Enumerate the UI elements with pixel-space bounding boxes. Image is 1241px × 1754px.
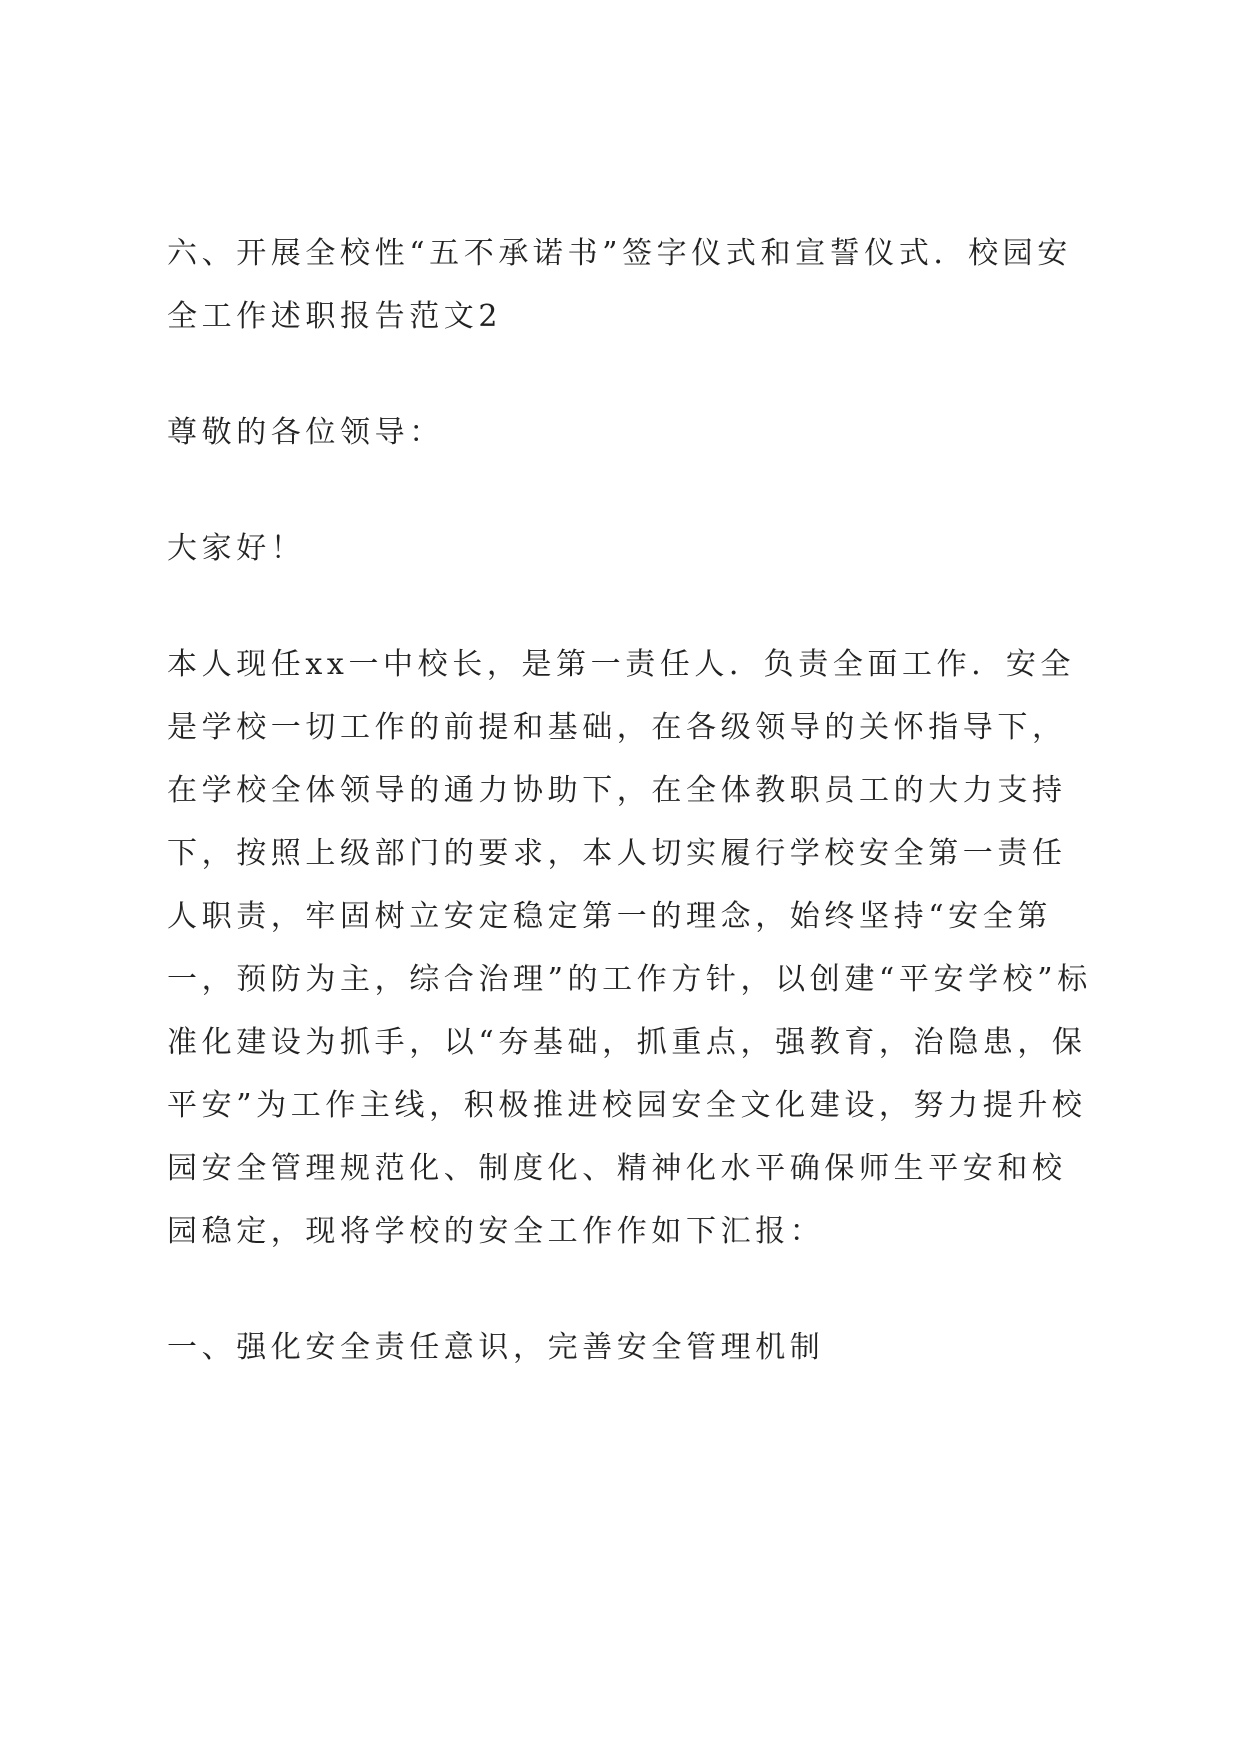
section-one-heading: 一、强化安全责任意识，完善安全管理机制 [167, 1330, 825, 1365]
salutation: 尊敬的各位领导： [167, 415, 444, 450]
body-paragraph: 本人现任xx一中校长，是第一责任人．负责全面工作．安全是学校一切工作的前提和基础，在各级领导的关怀指导下，在学校全体领导的通力协助下，在全体教职员工的大力支持下，按照上级部门的要求，本人切实履行学校安全第一责任人职责，牢固树立安定稳定第一的理念，始终坚持“安全第一，预防为主，综合治理”的工作方针，以创建“平安学校”标准化建设为抓手，以“夯基础，抓重点，强教育，治隐患，保平安”为工作主线，积极推进校园安全文化建设，努力提升校园安全管理规范化、制度化、精神化水平确保师生平安和校园稳定，现将学校的安全工作作如下汇报： [167, 647, 1092, 1249]
greeting: 大家好！ [167, 531, 306, 566]
section-six-heading: 六、开展全校性“五不承诺书”签字仪式和宣誓仪式．校园安全工作述职报告范文2 [167, 236, 1072, 334]
document-body [167, 222, 1095, 1379]
